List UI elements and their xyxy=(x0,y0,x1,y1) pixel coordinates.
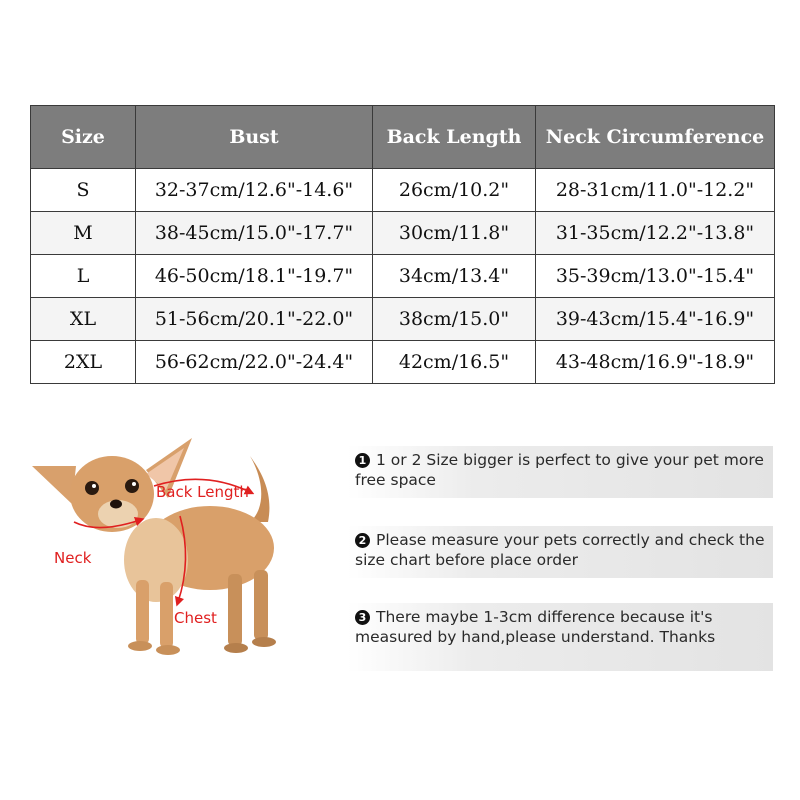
number-two-icon: 2 xyxy=(355,533,370,548)
note-text: Please measure your pets correctly and check the size chart before place order xyxy=(355,531,765,569)
dog-chest xyxy=(124,518,188,602)
cell-size: L xyxy=(31,255,136,298)
dog-leg xyxy=(254,570,268,640)
note-text: There maybe 1-3cm difference because it's measured by hand,please understand. Thanks xyxy=(355,608,716,646)
cell-size: M xyxy=(31,212,136,255)
size-chart-table xyxy=(30,105,775,384)
table-row xyxy=(31,255,775,298)
cell-back-length: 34cm/13.4" xyxy=(373,255,536,298)
table-row xyxy=(31,212,775,255)
number-three-icon: 3 xyxy=(355,610,370,625)
dog-eye xyxy=(125,479,139,493)
dog-paw xyxy=(128,641,152,651)
dog-ear xyxy=(32,466,76,504)
cell-back-length: 38cm/15.0" xyxy=(373,298,536,341)
header-bust: Bust xyxy=(136,106,373,169)
note-size-advice xyxy=(347,446,773,498)
number-one-icon: 1 xyxy=(355,453,370,468)
note-text: 1 or 2 Size bigger is perfect to give your pet more free space xyxy=(355,451,764,489)
cell-bust: 32-37cm/12.6"-14.6" xyxy=(136,169,373,212)
table-header-row xyxy=(31,106,775,169)
cell-neck: 43-48cm/16.9"-18.9" xyxy=(536,341,775,384)
dog-paw xyxy=(156,645,180,655)
dog-nose xyxy=(110,500,122,509)
dog-illustration xyxy=(28,430,328,670)
neck-label: Neck xyxy=(54,549,92,567)
cell-neck: 39-43cm/15.4"-16.9" xyxy=(536,298,775,341)
cell-size: 2XL xyxy=(31,341,136,384)
cell-size: S xyxy=(31,169,136,212)
header-neck-circumference: Neck Circumference xyxy=(536,106,775,169)
table-row xyxy=(31,298,775,341)
cell-neck: 35-39cm/13.0"-15.4" xyxy=(536,255,775,298)
dog-eye xyxy=(85,481,99,495)
header-back-length: Back Length xyxy=(373,106,536,169)
dog-leg xyxy=(136,580,149,644)
cell-bust: 51-56cm/20.1"-22.0" xyxy=(136,298,373,341)
note-measure-advice xyxy=(347,526,773,578)
cell-bust: 46-50cm/18.1"-19.7" xyxy=(136,255,373,298)
dog-tail xyxy=(250,456,269,522)
cell-back-length: 42cm/16.5" xyxy=(373,341,536,384)
cell-bust: 56-62cm/22.0"-24.4" xyxy=(136,341,373,384)
dog-leg xyxy=(160,582,173,648)
dog-measurement-diagram xyxy=(28,430,328,670)
chest-label: Chest xyxy=(174,609,217,627)
table-row xyxy=(31,341,775,384)
header-size: Size xyxy=(31,106,136,169)
cell-neck: 28-31cm/11.0"-12.2" xyxy=(536,169,775,212)
dog-leg xyxy=(228,574,242,646)
back-length-label: Back Length xyxy=(156,483,249,501)
cell-back-length: 26cm/10.2" xyxy=(373,169,536,212)
note-difference-disclaimer xyxy=(347,603,773,671)
cell-size: XL xyxy=(31,298,136,341)
cell-neck: 31-35cm/12.2"-13.8" xyxy=(536,212,775,255)
cell-back-length: 30cm/11.8" xyxy=(373,212,536,255)
dog-paw xyxy=(252,637,276,647)
table-row xyxy=(31,169,775,212)
dog-paw xyxy=(224,643,248,653)
cell-bust: 38-45cm/15.0"-17.7" xyxy=(136,212,373,255)
